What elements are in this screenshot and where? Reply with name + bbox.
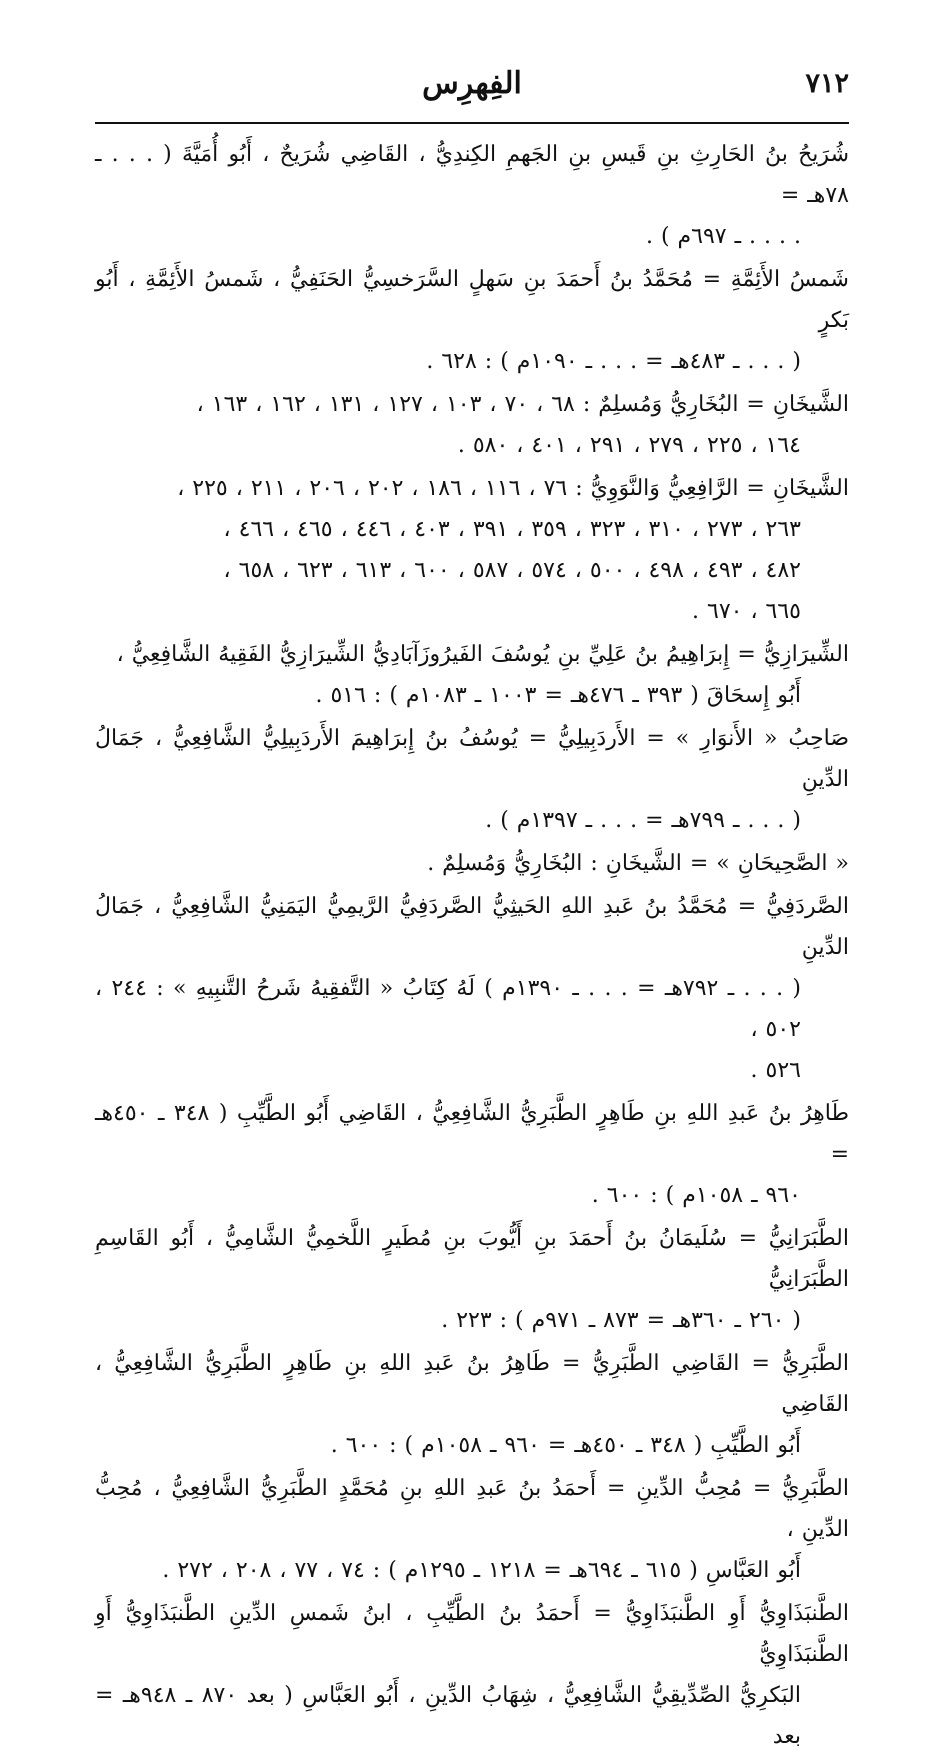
entry-headword-line: الطَّنبَذَاوِيُّ أَوِ الطَّنبَذَاوِيُّ = أَحمَدُ بنُ الطَّيِّبِ ، ابنُ شَمسِ الدِّينِ الطَّنبَذَاوِيُّ أَوِ الطَّنبَذَاوِيُّ [95, 1601, 849, 1667]
entry-continuation-line: أَبُو إِسحَاقَ ( ٣٩٣ ـ ٤٧٦هـ = ١٠٠٣ ـ ١٠٨٣م ) : ٥١٦ . [315, 683, 801, 708]
index-entry [95, 886, 849, 1091]
index-entries [95, 134, 849, 1759]
index-entry [95, 634, 849, 716]
entry-continuation-line: ٤٨٢ ، ٤٩٣ ، ٤٩٨ ، ٥٠٠ ، ٥٧٤ ، ٥٨٧ ، ٦٠٠ ، ٦١٣ ، ٦٢٣ ، ٦٥٨ ، [223, 558, 801, 583]
entry-headword-line: الشَّيخَانِ = الرَّافِعِيُّ وَالنَّوَوِيُّ : ٧٦ ، ١١٦ ، ١٨٦ ، ٢٠٢ ، ٢٠٦ ، ٢١١ ، ٢٢٥ ، [177, 476, 849, 501]
entry-headword-line: صَاحِبُ « الأَنوَارِ » = الأَردَبِيلِيُّ = يُوسُفُ بنُ إِبرَاهِيمَ الأَردَبِيلِيُّ الشَّافِعِيُّ ، جَمَالُ الدِّينِ [95, 726, 849, 792]
entry-headword-line: شُرَيحُ بنُ الحَارِثِ بنِ قَيسِ بنِ الجَهمِ الكِندِيُّ ، القَاضِي شُرَيحٌ ، أَبُو أُمَيَّةَ ( . . . ـ ٧٨هـ = [95, 142, 849, 208]
index-entry [95, 468, 849, 632]
index-entry [95, 384, 849, 466]
entry-continuation-line: ٢٦٣ ، ٢٧٣ ، ٣١٠ ، ٣٢٣ ، ٣٥٩ ، ٣٩١ ، ٤٠٣ ، ٤٤٦ ، ٤٦٥ ، ٤٦٦ ، [223, 517, 801, 542]
index-entry [95, 134, 849, 257]
index-entry [95, 718, 849, 841]
entry-continuation-line: ( . . . ـ ٧٩٩هـ = . . . ـ ١٣٩٧م ) . [485, 808, 801, 833]
entry-continuation-line: ١٦٤ ، ٢٢٥ ، ٢٧٩ ، ٢٩١ ، ٤٠١ ، ٥٨٠ . [457, 433, 801, 458]
entry-headword-line: الشِّيرَازِيُّ = إِبرَاهِيمُ بنُ عَلِيِّ بنِ يُوسُفَ الفَيرُوزَآبَادِيُّ الشِّيرَازِيُّ الفَقِيهُ الشَّافِعِيُّ ، [116, 642, 849, 667]
entry-continuation-line: أَبُو الطَّيِّبِ ( ٣٤٨ ـ ٤٥٠هـ = ٩٦٠ ـ ١٠٥٨م ) : ٦٠٠ . [330, 1433, 801, 1458]
entry-continuation-line: ( ٢٦٠ ـ ٣٦٠هـ = ٨٧٣ ـ ٩٧١م ) : ٢٢٣ . [441, 1308, 801, 1333]
entry-continuation-line: أَبُو العَبَّاسِ ( ٦١٥ ـ ٦٩٤هـ = ١٢١٨ ـ ١٢٩٥م ) : ٧٤ ، ٧٧ ، ٢٠٨ ، ٢٧٢ . [162, 1558, 801, 1583]
entry-continuation-line: ( . . . ـ ٧٩٢هـ = . . . ـ ١٣٩٠م ) لَهُ كِتَابُ « التَّفقِيهُ شَرحُ التَّنبِيهِ » : ٢٤٤ ، ٥٠٢ ، [95, 976, 802, 1042]
entry-headword-line: شَمسُ الأَئِمَّةِ = مُحَمَّدُ بنُ أَحمَدَ بنِ سَهلٍ السَّرَخسِيُّ الحَنَفِيُّ ، شَمسُ الأَئِمَّةِ ، أَبُو بَكرٍ [95, 267, 849, 333]
index-entry [95, 1093, 849, 1216]
entry-continuation-line: ( . . . ـ ٤٨٣هـ = . . . ـ ١٠٩٠م ) : ٦٢٨ . [426, 349, 801, 374]
entry-headword-line: طَاهِرُ بنُ عَبدِ اللهِ بنِ طَاهِرٍ الطَّبَرِيُّ الشَّافِعِيُّ ، القَاضِي أَبُو الطَّيِّبِ ( ٣٤٨ ـ ٤٥٠هـ = [95, 1101, 850, 1167]
entry-continuation-line: ٥٢٦ . [750, 1058, 801, 1083]
entry-continuation-line: البَكرِيُّ الصِّدِّيقِيُّ الشَّافِعِيُّ ، شِهَابُ الدِّينِ ، أَبُو العَبَّاسِ ( بعد ٨٧٠ ـ ٩٤٨هـ = بعد [95, 1683, 801, 1749]
entry-continuation-line: ٩٦٠ ـ ١٠٥٨م ) : ٦٠٠ . [591, 1183, 801, 1208]
entry-headword-line: الصَّردَفِيُّ = مُحَمَّدُ بنُ عَبدِ اللهِ الحَيثِيُّ الصَّردَفِيُّ الرَّيمِيُّ اليَمَنِيُّ الشَّافِعِيُّ ، جَمَالُ الدِّينِ [95, 894, 849, 960]
header-rule [95, 122, 849, 124]
index-entry [95, 1468, 849, 1591]
entry-headword-line: الطَّبَرِيُّ = القَاضِي الطَّبَرِيُّ = طَاهِرُ بنُ عَبدِ اللهِ بنِ طَاهِرٍ الطَّبَرِيُّ الشَّافِعِيُّ ، القَاضِي [95, 1351, 849, 1417]
entry-headword-line: « الصَّحِيحَانِ » = الشَّيخَانِ : البُخَارِيُّ وَمُسلِمٌ . [427, 851, 849, 876]
index-entry [95, 259, 849, 382]
entry-continuation-line: . . . . ـ ٦٩٧م ) . [645, 224, 801, 249]
index-entry [95, 1343, 849, 1466]
index-entry [95, 843, 849, 884]
page-header [95, 62, 849, 118]
entry-headword-line: الطَّبَرَانِيُّ = سُلَيمَانُ بنُ أَحمَدَ بنِ أَيُّوبَ بنِ مُطَيرٍ اللَّخمِيُّ الشَّامِيُّ ، أَبُو القَاسِمِ الطَّبَرَانِيُّ [95, 1226, 849, 1292]
entry-headword-line: الشَّيخَانِ = البُخَارِيُّ وَمُسلِمٌ : ٦٨ ، ٧٠ ، ١٠٣ ، ١٢٧ ، ١٣١ ، ١٦٢ ، ١٦٣ ، [196, 392, 849, 417]
index-entry [95, 1593, 849, 1757]
entry-headword-line: الطَّبَرِيُّ = مُحِبُّ الدِّينِ = أَحمَدُ بنُ عَبدِ اللهِ بنِ مُحَمَّدٍ الطَّبَرِيُّ الشَّافِعِيُّ ، مُحِبُّ الدِّينِ ، [95, 1476, 849, 1542]
page-number: ٧١٢ [805, 68, 849, 99]
index-entry [95, 1218, 849, 1341]
running-title: الفِهرِس [422, 66, 522, 101]
entry-continuation-line: ٦٦٥ ، ٦٧٠ . [692, 599, 801, 624]
